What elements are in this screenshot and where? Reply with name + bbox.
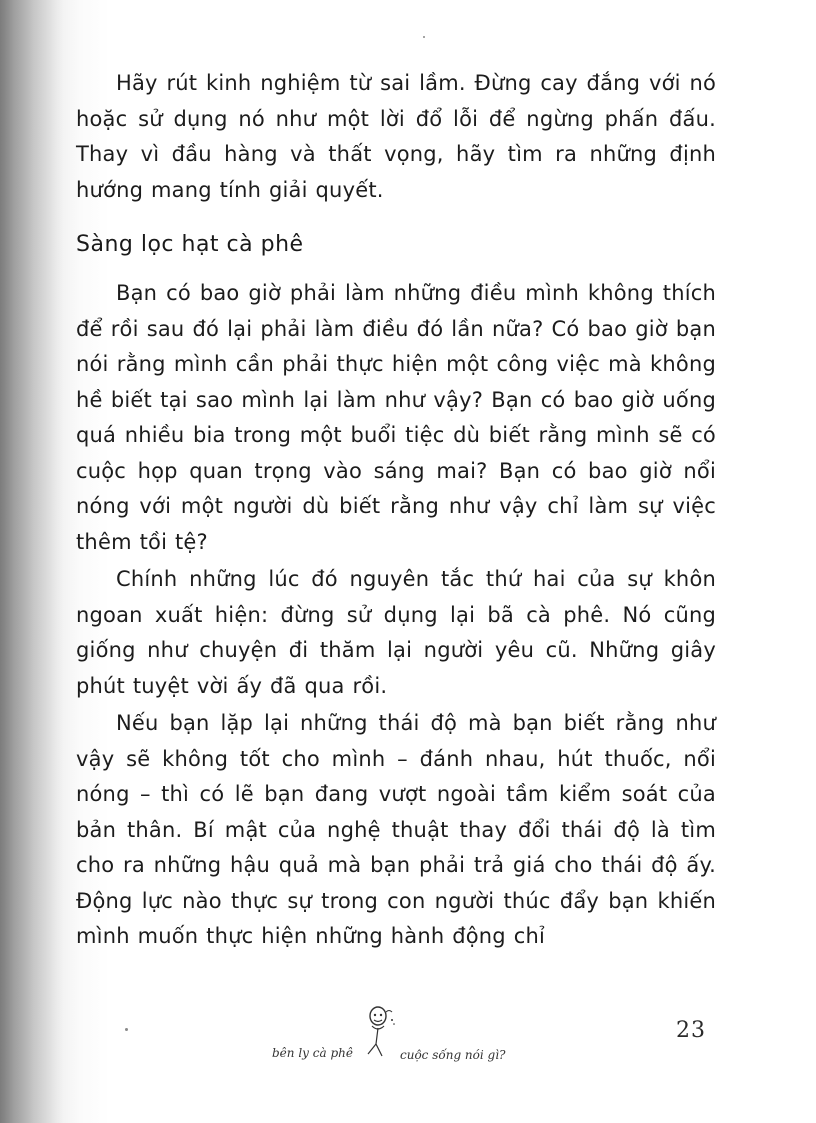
paragraph-2: Bạn có bao giờ phải làm những điều mình không thích để rồi sau đó lại phải làm điều đó lần nữa? Có bao giờ bạn nói rằng mình cần phải thực hiện một công việc mà không hề biết tại sao mình lại làm như vậy? Bạn có bao giờ uống quá nhiều bia trong một buổi tiệc dù biết rằng mình sẽ có cuộc họp quan trọng vào sáng mai? Bạn có bao giờ nổi nóng với một người dù biết rằng như vậy chỉ làm sự việc thêm tồi tệ? [76, 281, 716, 554]
scan-speck [125, 1028, 128, 1031]
section-heading: Sàng lọc hạt cà phê [76, 232, 304, 257]
footer-title-right: cuộc sống nói gì? [400, 1048, 506, 1062]
paragraph-1: Hãy rút kinh nghiệm từ sai lầm. Đừng cay đắng với nó hoặc sử dụng nó như một lời đổ lỗi để ngừng phấn đấu. Thay vì đầu hàng và thất vọng, hãy tìm ra những định hướng mang tính giải quyết. [76, 71, 716, 202]
footer-title-left: bên ly cà phê [272, 1046, 353, 1060]
paragraph-4: Nếu bạn lặp lại những thái độ mà bạn biết rằng như vậy sẽ không tốt cho mình – đánh nhau, hút thuốc, nổi nóng – thì có lẽ bạn đang vượt ngoài tầm kiểm soát của bản thân. Bí mật của nghệ thuật thay đổi thái độ là tìm cho ra những hậu quả mà bạn phải trả giá cho thái độ ấy. Động lực nào thực sự trong con người thúc đẩy bạn khiến mình muốn thực hiện những hành động chỉ [76, 711, 716, 948]
running-footer [272, 1004, 532, 1074]
page-number: 23 [676, 1018, 706, 1043]
paragraph-3: Chính những lúc đó nguyên tắc thứ hai của sự khôn ngoan xuất hiện: đừng sử dụng lại bã cà phê. Nó cũng giống như chuyện đi thăm lại người yêu cũ. Những giây phút tuyệt vời ấy đã qua rồi. [76, 567, 716, 698]
spine-shadow [0, 0, 64, 1123]
page-content [76, 66, 716, 957]
coffee-figure-icon [356, 1004, 400, 1064]
scan-speck [423, 36, 425, 38]
